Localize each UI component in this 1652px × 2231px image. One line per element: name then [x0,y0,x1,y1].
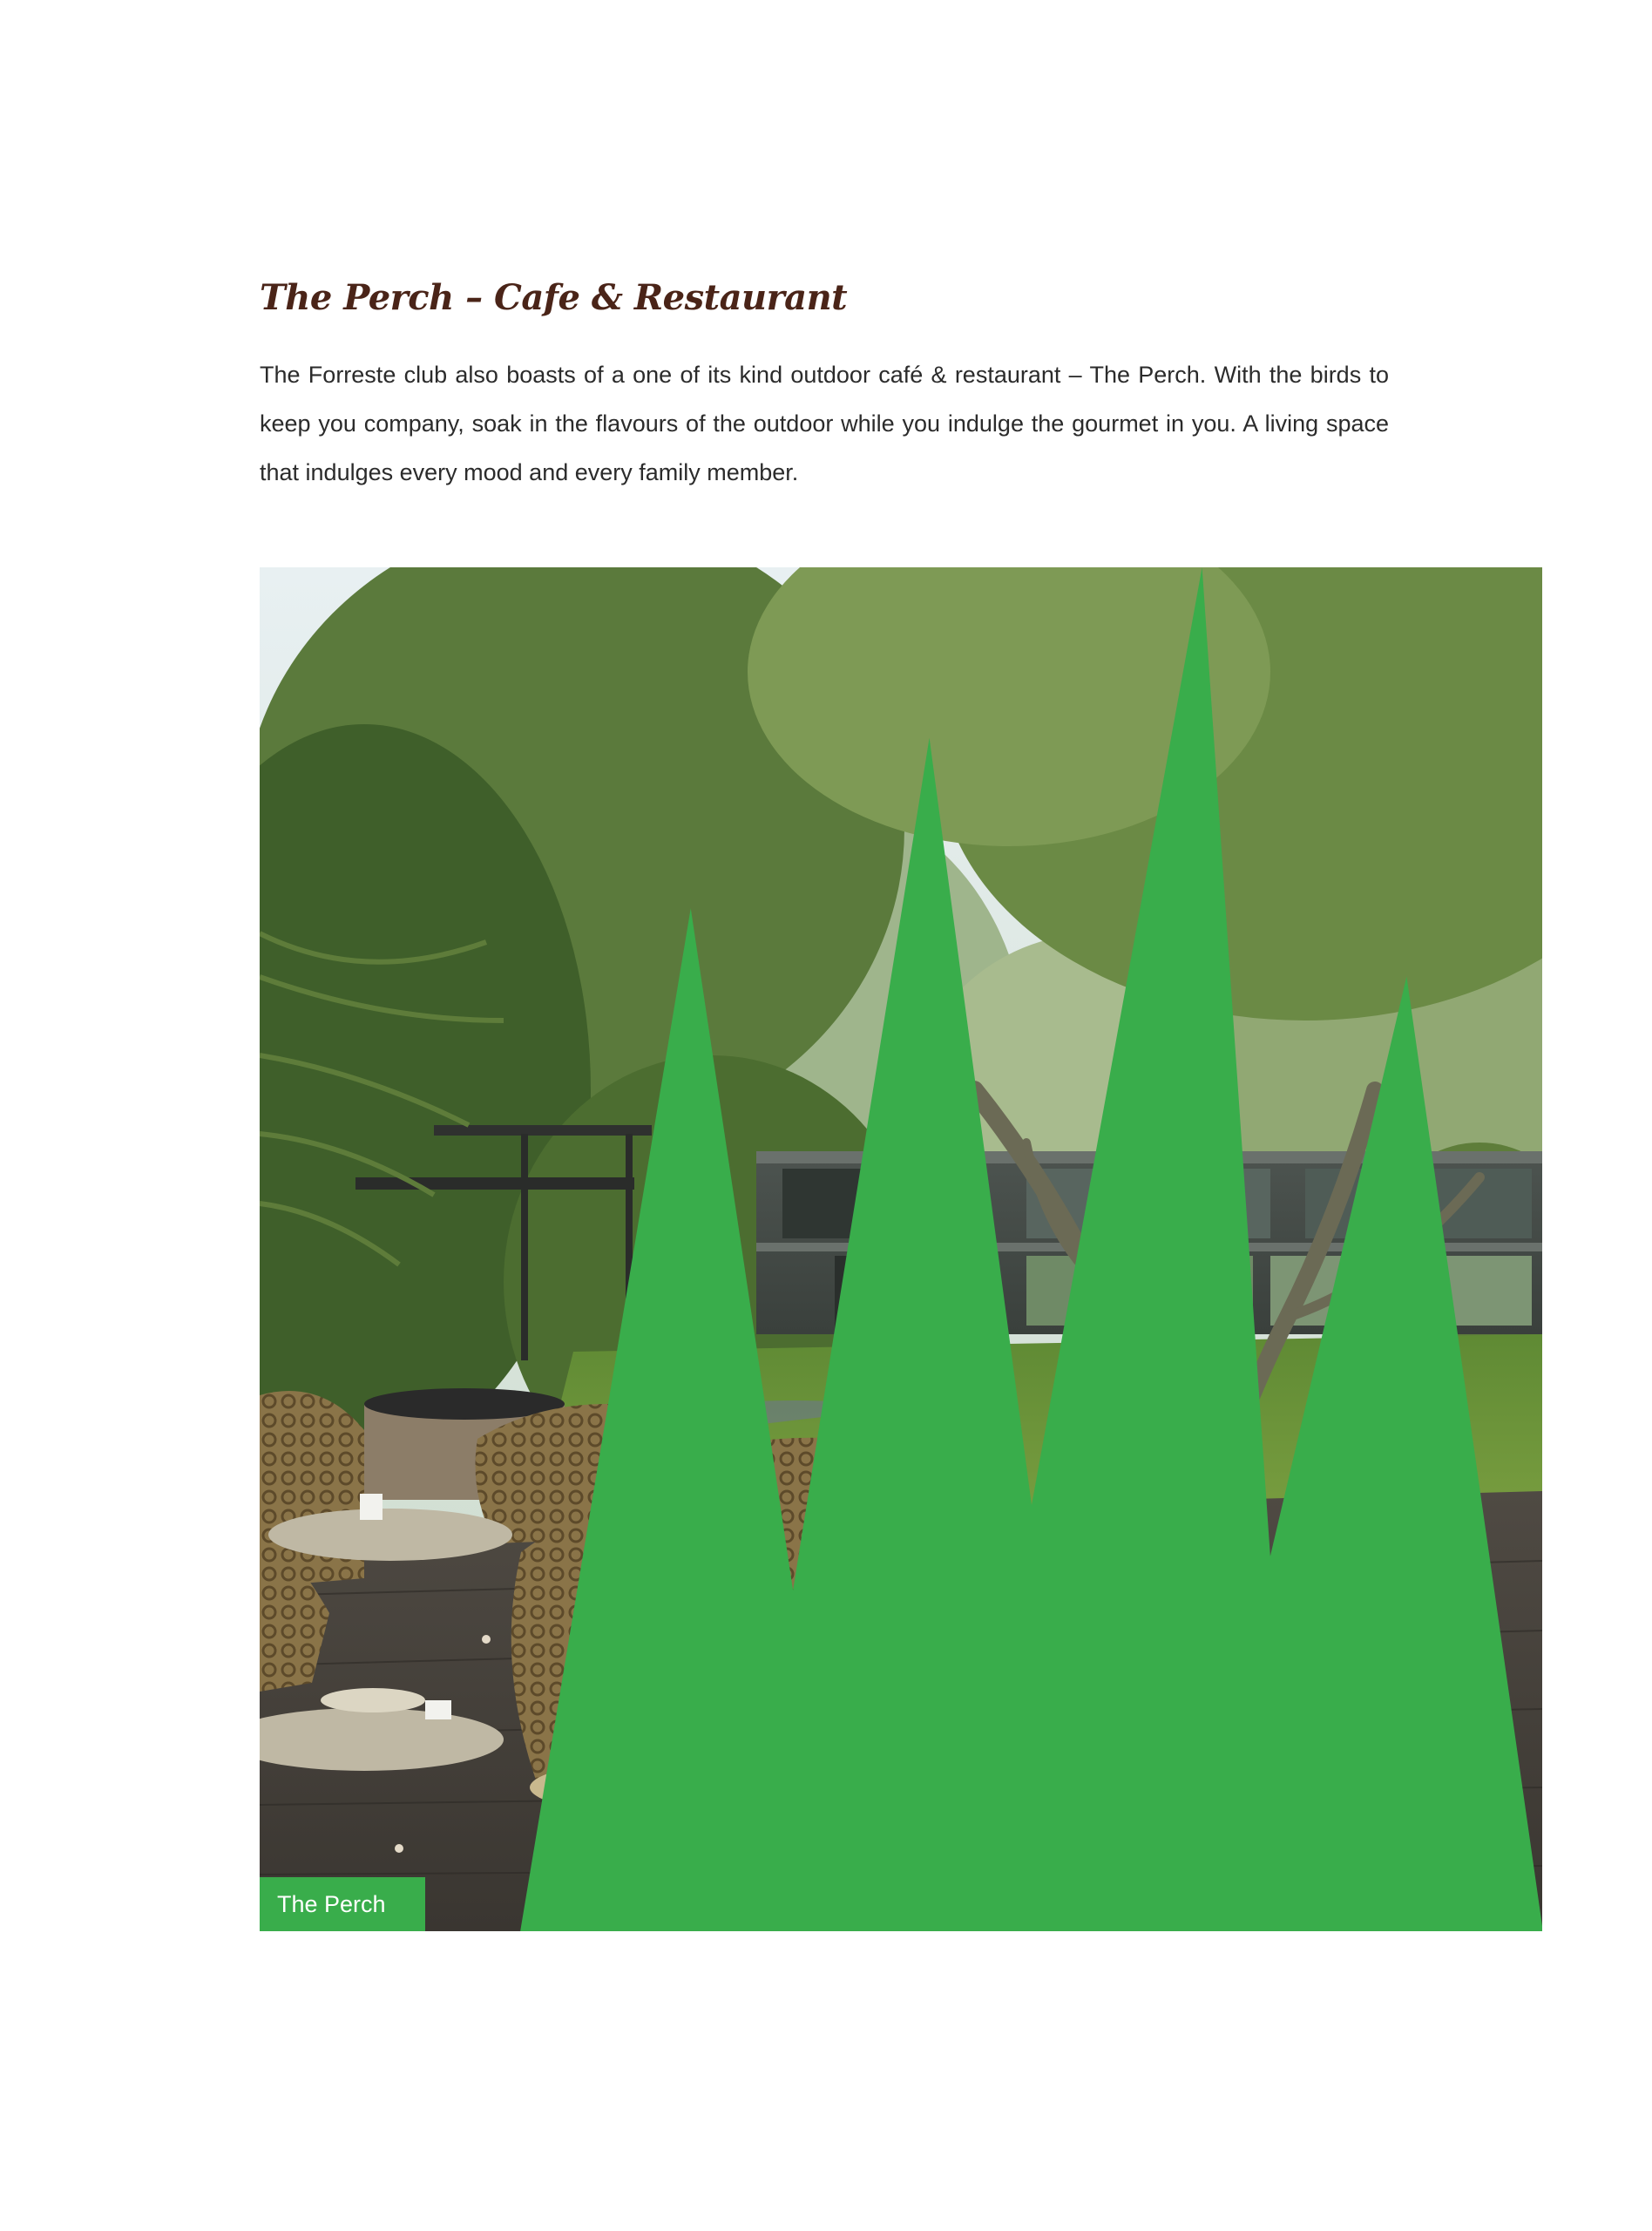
perch-photo [260,567,1542,1931]
caption-grass-icon [390,567,1542,1931]
photo-caption: The Perch [260,1877,425,1931]
section-heading: The Perch – Cafe & Restaurant [260,277,848,318]
section-paragraph: The Forreste club also boasts of a one of its kind outdoor café & restaurant – The Perch. With the birds to keep you company, soak in the flavours of the outdoor while you indulge the gourmet in you. A living space that indulges every mood and every family member. [260,362,1389,485]
